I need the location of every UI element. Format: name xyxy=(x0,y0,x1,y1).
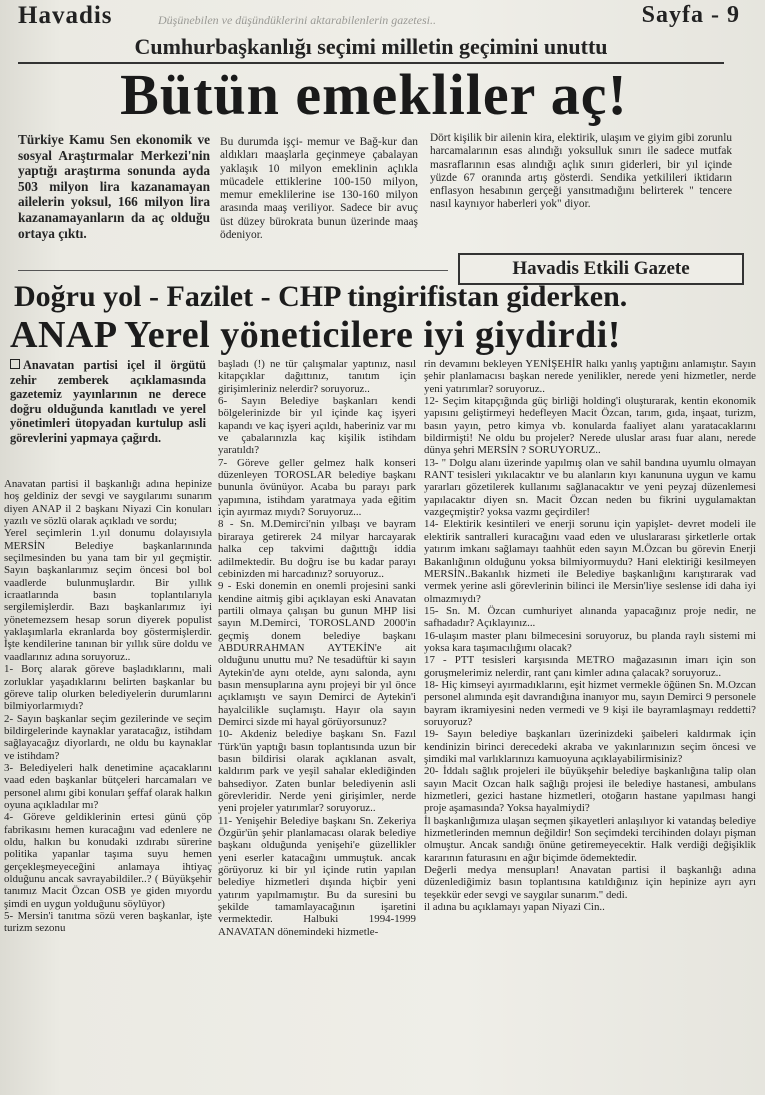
promo-box: Havadis Etkili Gazete xyxy=(458,253,744,285)
page-header xyxy=(18,2,740,36)
paragraph: Değerli medya mensupları! Anavatan partisi il başkanlığı adına düzenlediğimiz basın toplantısına katıldığınız için hepinize ayrı ayrı teşekkür eder sevgi ve saygılar sunarım." dedi. xyxy=(424,864,756,901)
paragraph: başladı (!) ne tür çalışmalar yaptınız, nasıl kitapçıklar dağıttınız, tanıtım için girişimleriniz nelerdir? soruyoruz.. xyxy=(218,358,416,395)
article1-column-3: Dört kişilik bir ailenin kira, elektirik, ulaşım ve giyim gibi zorunlu harcamalarının esas alındığı yoksulluk sınırı ile sadece mutfak masraflarının esas alındığı açlık sınırı giderleri, bir yıl içinde yüzde 67 oranında artış gösterdi. Sendika yetkilileri iktidarın enflasyon hesabının gerçeği yansıtmadığını belirterek " tencere nasıl kaynıyor haberleri yok" diyor. xyxy=(430,132,732,211)
paragraph: 15- Sn. M. Özcan cumhuriyet alınanda yapacağınız proje nedir, ne safhadadır? Açıklayınız... xyxy=(424,604,756,630)
bullet-square-icon xyxy=(10,359,20,369)
paragraph: 19- Sayın belediye başkanları üzerinizdeki şaibeleri kaldırmak için kendinizin birinci derecedeki akraba ve yakınlarınızın seçim öncesi ve şimdiki mal varlıklarınızı kamuoyuna açıklayabilirmisiniz? xyxy=(424,728,756,765)
article2-column-1 xyxy=(4,478,212,1090)
article2-headline-1: Doğru yol - Fazilet - CHP tingirifistan giderken. xyxy=(14,280,628,313)
article1-column-2: Bu durumda işçi- memur ve Bağ-kur dan aldıkları maaşlarla geçinmeye çabalayan yaklaşık 10 milyon emeklinin açlıkla mücadele ettiklerine 100-150 milyon, memur emeklilerine ise 130-160 milyon arasında maaş veriliyor. Sadece bir avuç üst düzey bürokrata bunun üzerinde maaş ödeniyor. xyxy=(220,136,418,242)
newspaper-motto: Düşünebilen ve düşündüklerini aktarabilenlerin gazetesi.. xyxy=(158,13,436,27)
paragraph: 1- Borç alarak göreve başladıklarını, mali zorluklar yaşadıklarını belirten başkanlar bu göreve talip olurken belediyelerin durumlarını bilmiyorlarmıydı? xyxy=(4,663,212,713)
paragraph: İl başkanlığımıza ulaşan seçmen şikayetleri anlaşılıyor ki vatandaş belediye hizmetlerinden memnun değildir! Son seçimdeki tercihinden dolayı pişman olmuştur. Ancak sandığı önüne getiremeyecektir. Halk verdiği değişiklik kararının faturasını en ağır biçimde ödemektedir. xyxy=(424,814,756,864)
paragraph: 18- Hiç kimseyi ayırmadıklarını, eşit hizmet vermekle öğünen Sn. M.Ozcan personel alımında eşit davrandığına inanıyor mu, sayın Demirci 9 personele bayram ikramiyesini neden vermedi ve 9 kişi ile bayramlaşmayı reddetti? soruyoruz? xyxy=(424,678,756,728)
article2-intro-text: Anavatan partisi içel il örgütü zehir zemberek açıklamasında gazetemiz yayınlarının ne derece doğru olduğunda kanıtladı ve yerel yönetimleri ütopyadan kurtulup asli görevlerini yapmaya çağırdı. xyxy=(10,358,206,445)
paragraph: 8 - Sn. M.Demirci'nin yılbaşı ve bayram biraraya getirerek 24 milyar harcayarak halka cep takvimi dağıttığı iddia adilmektedir. Bu doğru ise bu kadar parayı cebinizden mi harcadınız? soruyoruz.. xyxy=(218,518,416,580)
paragraph: 14- Elektirik kesintileri ve enerji sorunu için yapişlet- devret modeli ile elektirik santralleri kuracağını vaad eden ve uluslararası şirketlerle ortak yatırım imkanı sağlamayı taahhüt eden sayın M.Özcan bu görevin Enerji Bakanlığının olduğunu yoksa bilmiyormuydu? Hani elektiriği kesilmeyen MERSİN..Bakanlık hizmeti ile Belediye başkanlığını karıştırarak vad vermek yerine asli görevlerinin bilinci ile Mersin'liye seslense idi daha iyi olmazmıydı? xyxy=(424,518,756,605)
paragraph: 6- Sayın Belediye başkanları kendi bölgelerinizde bir yıl içinde kaç işyeri kapandı ve kaç işyeri açıldı, haberiniz var mı ve çabalarınızla kaç kişilik istihdam yaratıldı? xyxy=(218,395,416,457)
paragraph: 9 - Eski donemin en onemli projesini sanki kendine aitmiş gibi açıklayan eski Anavatan partili olmaya çalışan bu gunun MHP lisi sayın M.Demirci, TOROSLAND 2000'in geçmiş donem belediye başkanı ABDURRAHMAN AYTEKİN'e ait olduğunu unuttu mu? Ne tesadüftür ki sayın Aytekin'de aynı otelde, aynı salonda, aynı basın mensuplarına aynı projeyi bir yıl önce açıklamıştı ve sayın Demirci de Aytekin'i hayalcilikle suçlamıştı. Hayır ola sayın Demirci sizde mi hayal görüyorsunuz? xyxy=(218,580,416,728)
paragraph: 2- Sayın başkanlar seçim gezilerinde ve seçim bildirgelerinde kaynaklar yaratacağız, istihdam sağlayacağız diyorlardı, ne oldu bu kaynaklar ve istihdam? xyxy=(4,712,212,762)
paragraph: 12- Seçim kitapçığında güç birliği holding'i oluşturarak, kentin ekonomik yapısını geliştirmeyi hedefleyen Macit Özcan, tarım, gıda, inşaat, turizm, basın yayın, petro kimya vb. konularda faaliyet alanı yaratacaklarını bildirmişti! Ne oldu bu projeler? Nerede uluslar arası fuar alanı, nerede dünya şehri MERSİN ? SORUYORUZ.. xyxy=(424,395,756,457)
paragraph: Yerel seçimlerin 1.yıl donumu dolayısıyla MERSİN Belediye başkanlarınında seçilmesinden bu yana tam bir yıl geçmiştir. Sayın başkanlarımız seçim öncesi bol bol vaadlerde bulunmuşlardır. Bir yıllık icraatlarında basın toplantılarıyla sergilemişlerdir. Bazı başkanlarımız iyi yönetemezsem hesap sorun diyerek populist yaklaşımlarla ekranlarda boy göstermişlerdir. İşte kendilerine tanınan bir yıllık süre doldu ve vaadlarınız adına soruyoruz.. xyxy=(4,527,212,663)
paragraph: 20- İddalı sağlık projeleri ile büyükşehir belediye başkanlığına talip olan sayın Macit Ozcan halk sağlığı projesi ile belediye hastanesi, ambulans hizmetleri, gezici hastane hizmetleri, otoğarın hastane yapılması hangi proje aşamasında? Yoksa hayalmiydi? xyxy=(424,765,756,815)
paragraph: 11- Yenişehir Belediye başkanı Sn. Zekeriya Özgür'ün şehir planlamacası olarak belediye başkanı olduğunda yenişehi'e güzellikler yeni eserler katacağını ummuştuk. ancak görüyoruz ki bir yıl içinde rutin yapılan belediye hizmetleri dışında hiçbir yeni yatırım yapılmamıştır. Bu da suresini bu şekilde tamamlayacağının işaretini vermektedir. Halbuki 1994-1999 ANAVATAN dönemindeki hizmetle- xyxy=(218,814,416,938)
article2-column-3 xyxy=(424,358,756,1092)
paragraph: 10- Akdeniz belediye başkanı Sn. Fazıl Türk'ün yaptığı basın toplantısında uzun bir basın bildirisi olarak açıklanan asvalt, kaldırım park ve yeşil sahalar eklediğinden bahsediyor. Zaten bunlar belediyenin asli görevleridir. Nerde yeni girişimler, nerde yeni projeler yatırımlar? soruyoruz.. xyxy=(218,728,416,815)
newspaper-logo: Havadis xyxy=(18,2,113,29)
section-divider xyxy=(18,270,448,271)
page-number: Sayfa - 9 xyxy=(641,2,740,28)
article2-intro xyxy=(10,358,206,476)
paragraph: il adına bu açıklamayı yapan Niyazi Cin.. xyxy=(424,901,605,914)
paragraph: 5- Mersin'i tanıtma sözü veren başkanlar, işte turizm sezonu xyxy=(4,910,212,935)
paragraph: 3- Belediyeleri halk denetimine açacaklarını vaad eden başkanlar bütçeleri harcamaları ve personel alımı gibi konuları şeffaf olarak halkın oyuna açıkladılar mı? xyxy=(4,761,212,811)
article1-kicker: Cumhurbaşkanlığı seçimi milletin geçimini unuttu xyxy=(18,32,724,64)
article1-headline: Bütün emekliler aç! xyxy=(120,62,628,127)
article1-lead-column: Türkiye Kamu Sen ekonomik ve sosyal Araştırmalar Merkezi'nin yaptığı araştırma sonunda ayda 503 milyon lira kazanamayan ailelerin yoksul, 166 milyon lira kazanamayanların da aç olduğu ortaya çıktı. xyxy=(18,132,210,241)
paragraph: 16-ulaşım master planı bilmecesini soruyoruz, bu planda raylı sistemi mi yoksa kara taşımacılığımı olacak? xyxy=(424,629,756,654)
paragraph: 13- " Dolgu alanı üzerinde yapılmış olan ve sahil bandına uyumlu olmayan RANT tesisleri yıkılacaktır ve bu alanların kıyı kanununa uygun ve kamu yararları gözetilerek kullanımı sağlanacaktır ve yeni peyzaj düzenlemesi yapılacaktır diyen sn. Macit Özcan neden bu fikrini uygulamaktan vazgeçmiştir? yoksa vazmı geçirdiler! xyxy=(424,456,756,519)
paragraph: 17 - PTT tesisleri karşısında METRO mağazasının imarı için son goruşmelerimiz nelerdir, rant çanı kimler adına çalacak? soruyoruz.. xyxy=(424,654,756,679)
paragraph: rin devamını bekleyen YENİŞEHİR halkı yanlış yaptığını anlamıştır. Sayın şehir planlamacısı başkan nerede yenilikler, nerede yeni hizmetler, nerde yeni yatırımlar? soruyoruz.. xyxy=(424,358,756,395)
paragraph: Anavatan partisi il başkanlığı adına hepinize hoş geldiniz der sevgi ve saygılarımı sunarım diyen ANAP il 2 başkanı Niyazi Cin konuları yazılı ve sözlü olarak açıkladı ve sordu; xyxy=(4,478,212,528)
article2-headline-2: ANAP Yerel yöneticilere iyi giydirdi! xyxy=(10,314,621,356)
article2-column-2 xyxy=(218,358,416,1092)
paragraph: 7- Göreve geller gelmez halk konseri düzenleyen TOROSLAR belediye başkanı bununla övünüyor. Acaba bu parayı park yapımına, istihdam yaratmaya yada eğitim için ayırmaz mıydı? Soruyoruz... xyxy=(218,456,416,519)
paragraph: 4- Göreve geldiklerinin ertesi günü çöp fabrikasını hemen kuracağını vad edenlere ne oldu, halkın bu konudaki ızdırabı sürerine politika yapanlar taşıma suyu hemen gerçekleşmeyeceğini anlamaya ihtiyaç olduğunu ancak savrayabildiler..? ( Büyükşehir tanımız Macit Özcan OSB ye giden mıyordu şimdi en uygun yolduğunu söylüyor) xyxy=(4,811,212,910)
